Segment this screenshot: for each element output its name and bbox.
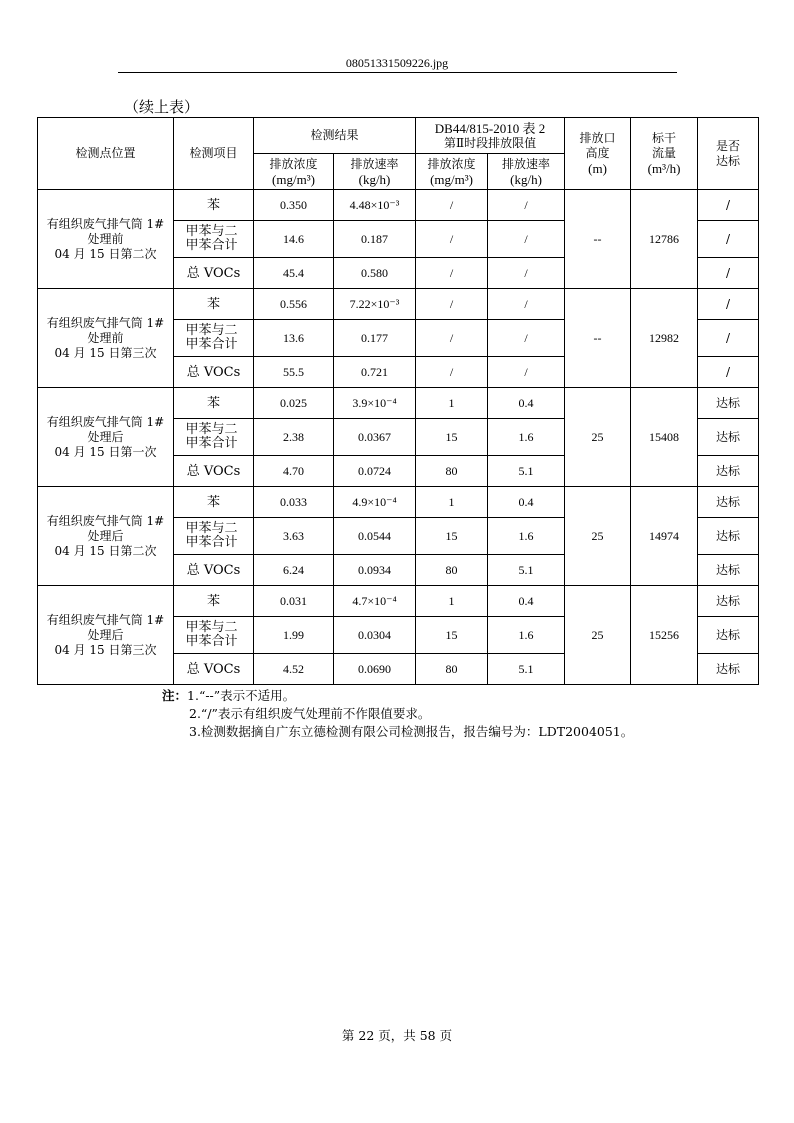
header-result-rate <box>334 154 416 190</box>
conc-cell: 55.5 <box>254 357 334 388</box>
conc-cell: 13.6 <box>254 320 334 357</box>
location-cell <box>38 487 174 586</box>
conc-cell: 0.556 <box>254 289 334 320</box>
lim-rate-cell: 1.6 <box>488 419 565 456</box>
compliance-cell: 达标 <box>698 555 759 586</box>
rate-cell: 0.0544 <box>334 518 416 555</box>
compliance-cell: 达标 <box>698 487 759 518</box>
conc-cell: 0.350 <box>254 190 334 221</box>
height-cell: -- <box>565 289 631 388</box>
item-cell <box>174 617 254 654</box>
lim-conc-cell: / <box>416 289 488 320</box>
lim-conc-cell: / <box>416 258 488 289</box>
lim-rate-cell: 0.4 <box>488 586 565 617</box>
conc-cell: 3.63 <box>254 518 334 555</box>
rate-cell: 0.721 <box>334 357 416 388</box>
item-cell <box>174 456 254 487</box>
height-cell: -- <box>565 190 631 289</box>
conc-cell: 0.025 <box>254 388 334 419</box>
location-line: 有组织废气排气筒 1# <box>46 612 165 627</box>
header-height <box>565 118 631 190</box>
conc-cell: 2.38 <box>254 419 334 456</box>
header-rate-label: 排放速率 <box>350 156 399 171</box>
item-label: 甲苯与二甲苯合计 <box>185 521 238 550</box>
lim-conc-cell: 1 <box>416 487 488 518</box>
note-item: 2.“/”表示有组织废气处理前不作限值要求。 <box>189 706 431 721</box>
lim-conc-cell: 80 <box>416 456 488 487</box>
table-row <box>38 586 759 617</box>
flow-cell: 15256 <box>631 586 698 685</box>
item-cell <box>174 190 254 221</box>
header-flow-l2: 流量 <box>652 146 677 160</box>
header-flow-unit: (m³/h) <box>647 161 681 176</box>
header-result-conc <box>254 154 334 190</box>
header-filename: 08051331509226.jpg <box>345 56 449 70</box>
item-cell <box>174 320 254 357</box>
header-limit-conc-label: 排放浓度 <box>427 156 476 171</box>
header-height-unit: (m) <box>588 161 607 176</box>
item-cell <box>174 357 254 388</box>
conc-cell: 4.52 <box>254 654 334 685</box>
header-location: 检测点位置 <box>38 118 174 190</box>
rate-cell: 0.0367 <box>334 419 416 456</box>
header-height-l2: 高度 <box>585 146 610 160</box>
header-limit-rate <box>488 154 565 190</box>
lim-rate-cell: / <box>488 320 565 357</box>
page-footer: 第 22 页，共 58 页 <box>341 1028 453 1043</box>
table-row <box>38 388 759 419</box>
emission-table <box>37 117 759 685</box>
flow-cell: 15408 <box>631 388 698 487</box>
lim-rate-cell: 1.6 <box>488 518 565 555</box>
header-rule <box>118 72 677 73</box>
location-line: 04 月 15 日第三次 <box>54 642 157 657</box>
header-flow <box>631 118 698 190</box>
rate-cell: 0.187 <box>334 221 416 258</box>
header-item: 检测项目 <box>174 118 254 190</box>
item-label: 总 VOCs <box>186 364 241 380</box>
lim-rate-cell: 0.4 <box>488 487 565 518</box>
compliance-cell: / <box>698 357 759 388</box>
compliance-cell: 达标 <box>698 388 759 419</box>
lim-conc-cell: 80 <box>416 555 488 586</box>
header-conc-label: 排放浓度 <box>269 156 318 171</box>
location-line: 04 月 15 日第二次 <box>54 543 157 558</box>
rate-cell: 0.0304 <box>334 617 416 654</box>
header-limit-conc <box>416 154 488 190</box>
item-label: 苯 <box>206 593 220 609</box>
header-flow-l1: 标干 <box>652 131 677 145</box>
flow-cell: 12982 <box>631 289 698 388</box>
rate-cell: 0.580 <box>334 258 416 289</box>
lim-rate-cell: / <box>488 190 565 221</box>
rate-cell: 7.22×10⁻³ <box>334 289 416 320</box>
lim-rate-cell: / <box>488 258 565 289</box>
item-cell <box>174 258 254 289</box>
continuation-label: （续上表） <box>124 98 200 116</box>
item-cell <box>174 654 254 685</box>
item-label: 总 VOCs <box>186 661 241 677</box>
note-item: 3.检测数据摘自广东立德检测有限公司检测报告，报告编号为：LDT2004051。 <box>189 724 634 739</box>
height-cell: 25 <box>565 586 631 685</box>
lim-conc-cell: 80 <box>416 654 488 685</box>
lim-rate-cell: 5.1 <box>488 654 565 685</box>
table-row <box>38 190 759 221</box>
table-row <box>38 289 759 320</box>
item-label: 苯 <box>206 197 220 213</box>
header-standard-period: 第Ⅱ时段排放限值 <box>443 135 537 150</box>
location-line: 处理前 <box>87 231 124 246</box>
compliance-cell: / <box>698 190 759 221</box>
conc-cell: 0.033 <box>254 487 334 518</box>
location-line: 有组织废气排气筒 1# <box>46 414 165 429</box>
notes-label: 注： <box>162 688 188 703</box>
compliance-cell: 达标 <box>698 456 759 487</box>
rate-cell: 4.48×10⁻³ <box>334 190 416 221</box>
item-label: 苯 <box>206 296 220 312</box>
lim-rate-cell: 1.6 <box>488 617 565 654</box>
header-limit-rate-unit: (kg/h) <box>510 171 542 187</box>
lim-conc-cell: 1 <box>416 586 488 617</box>
item-label: 甲苯与二甲苯合计 <box>185 224 238 253</box>
location-line: 处理前 <box>87 330 124 345</box>
lim-conc-cell: / <box>416 357 488 388</box>
item-label: 甲苯与二甲苯合计 <box>185 323 238 352</box>
note-line-1 <box>162 687 633 705</box>
lim-rate-cell: 5.1 <box>488 456 565 487</box>
header-rate-unit: (kg/h) <box>358 171 391 187</box>
header-compliance-l1: 是否 <box>716 138 741 153</box>
item-cell <box>174 419 254 456</box>
lim-rate-cell: 5.1 <box>488 555 565 586</box>
lim-conc-cell: / <box>416 221 488 258</box>
header-limit-rate-label: 排放速率 <box>502 156 551 171</box>
header-standard <box>416 118 565 154</box>
conc-cell: 14.6 <box>254 221 334 258</box>
compliance-cell: / <box>698 289 759 320</box>
lim-conc-cell: 15 <box>416 617 488 654</box>
location-cell <box>38 190 174 289</box>
lim-conc-cell: / <box>416 320 488 357</box>
compliance-cell: 达标 <box>698 586 759 617</box>
note-item: 1.“--”表示不适用。 <box>187 688 296 703</box>
item-label: 总 VOCs <box>186 562 241 578</box>
lim-conc-cell: 15 <box>416 518 488 555</box>
item-cell <box>174 221 254 258</box>
compliance-cell: 达标 <box>698 518 759 555</box>
height-cell: 25 <box>565 487 631 586</box>
header-result: 检测结果 <box>254 118 416 154</box>
location-line: 处理后 <box>87 429 124 444</box>
compliance-cell: / <box>698 320 759 357</box>
item-cell <box>174 518 254 555</box>
lim-rate-cell: / <box>488 221 565 258</box>
item-cell <box>174 289 254 320</box>
header-compliance-l2: 达标 <box>716 153 741 168</box>
location-cell <box>38 289 174 388</box>
item-label: 苯 <box>206 395 220 411</box>
item-cell <box>174 487 254 518</box>
notes <box>162 687 633 741</box>
location-line: 处理后 <box>87 528 124 543</box>
rate-cell: 4.9×10⁻⁴ <box>334 487 416 518</box>
conc-cell: 6.24 <box>254 555 334 586</box>
location-line: 04 月 15 日第三次 <box>54 345 157 360</box>
location-line: 有组织废气排气筒 1# <box>46 216 165 231</box>
height-cell: 25 <box>565 388 631 487</box>
item-cell <box>174 586 254 617</box>
rate-cell: 0.0724 <box>334 456 416 487</box>
compliance-cell: 达标 <box>698 617 759 654</box>
flow-cell: 14974 <box>631 487 698 586</box>
conc-cell: 1.99 <box>254 617 334 654</box>
header-limit-conc-unit: (mg/m³) <box>430 171 473 187</box>
lim-conc-cell: 1 <box>416 388 488 419</box>
conc-cell: 4.70 <box>254 456 334 487</box>
lim-conc-cell: 15 <box>416 419 488 456</box>
compliance-cell: 达标 <box>698 419 759 456</box>
location-line: 有组织废气排气筒 1# <box>46 315 165 330</box>
header-height-l1: 排放口 <box>579 131 616 145</box>
location-line: 处理后 <box>87 627 124 642</box>
item-label: 苯 <box>206 494 220 510</box>
lim-conc-cell: / <box>416 190 488 221</box>
rate-cell: 0.177 <box>334 320 416 357</box>
table-row <box>38 487 759 518</box>
item-label: 甲苯与二甲苯合计 <box>185 620 238 649</box>
item-label: 总 VOCs <box>186 463 241 479</box>
location-cell <box>38 388 174 487</box>
location-cell <box>38 586 174 685</box>
rate-cell: 0.0934 <box>334 555 416 586</box>
rate-cell: 0.0690 <box>334 654 416 685</box>
compliance-cell: / <box>698 258 759 289</box>
header-conc-unit: (mg/m³) <box>272 171 315 187</box>
header-standard-code: DB44/815-2010 表 2 <box>434 120 546 136</box>
compliance-cell: / <box>698 221 759 258</box>
lim-rate-cell: / <box>488 289 565 320</box>
conc-cell: 45.4 <box>254 258 334 289</box>
item-cell <box>174 555 254 586</box>
compliance-cell: 达标 <box>698 654 759 685</box>
location-line: 有组织废气排气筒 1# <box>46 513 165 528</box>
item-label: 甲苯与二甲苯合计 <box>185 422 238 451</box>
item-label: 总 VOCs <box>186 265 241 281</box>
lim-rate-cell: 0.4 <box>488 388 565 419</box>
location-line: 04 月 15 日第一次 <box>54 444 157 459</box>
header-compliance <box>698 118 759 190</box>
lim-rate-cell: / <box>488 357 565 388</box>
location-line: 04 月 15 日第二次 <box>54 246 157 261</box>
conc-cell: 0.031 <box>254 586 334 617</box>
flow-cell: 12786 <box>631 190 698 289</box>
rate-cell: 3.9×10⁻⁴ <box>334 388 416 419</box>
item-cell <box>174 388 254 419</box>
rate-cell: 4.7×10⁻⁴ <box>334 586 416 617</box>
